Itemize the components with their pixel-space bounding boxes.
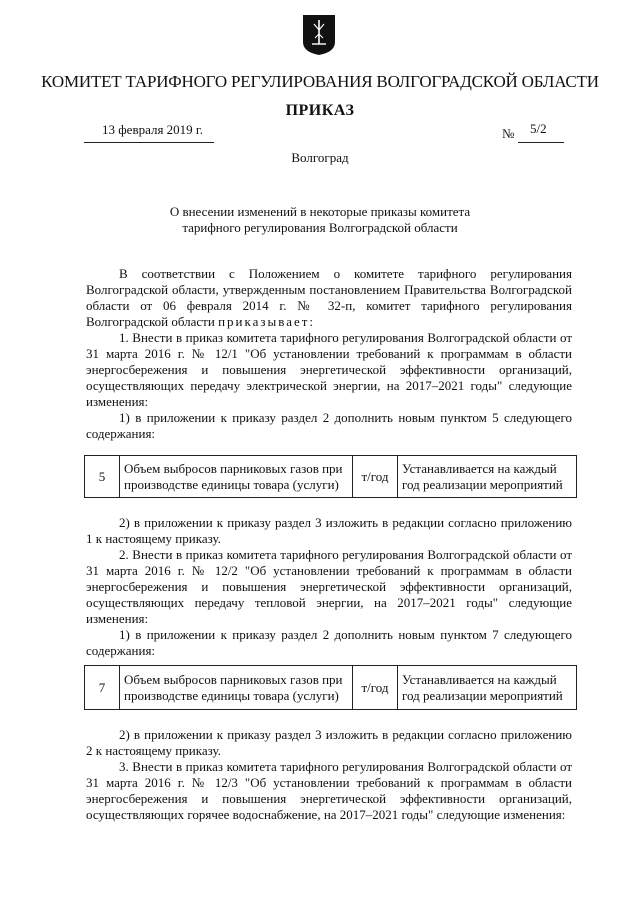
table-row bbox=[85, 666, 577, 710]
preamble-text: В соответствии с Положением о комитете тарифного регулирования Волгоградской области, утвержденным постановлением Правительства Волгоградской области от 06 февраля 2014 г. № 32-п, комитет тарифного регулирования Волгоградской области bbox=[86, 266, 572, 329]
subject-line-2: тарифного регулирования Волгоградской области bbox=[182, 220, 458, 235]
table-cell-name: Объем выбросов парниковых газов при производстве единицы товара (услуги) bbox=[120, 456, 353, 498]
table-cell-number: 7 bbox=[85, 666, 120, 710]
item2-table bbox=[84, 665, 577, 710]
section-preamble-item1 bbox=[86, 266, 572, 442]
item1-table bbox=[84, 455, 577, 498]
coat-of-arms-icon bbox=[302, 14, 336, 56]
city: Волгоград bbox=[291, 150, 349, 165]
item2-subitem2: 2) в приложении к приказу раздел 3 изложить в редакции согласно приложению 2 к настоящему приказу. bbox=[86, 727, 572, 758]
section-item2 bbox=[86, 515, 572, 659]
table-cell-unit: т/год bbox=[353, 456, 398, 498]
item1-paragraph: 1. Внести в приказ комитета тарифного регулирования Волгоградской области от 31 марта 2016 г. № 12/1 "Об установлении требований к программам в области энергосбережения и повышения энергетической эффективности организаций, осуществляющих передачу электрической энергии, на 2017–2021 годы" следующие изменения: bbox=[86, 330, 572, 409]
item2-paragraph: 2. Внести в приказ комитета тарифного регулирования Волгоградской области от 31 марта 2016 г. № 12/2 "Об установлении требований к программам в области энергосбережения и повышения энергетической эффективности организаций, осуществляющих передачу тепловой энергии, на 2017–2021 годы" следующие изменения: bbox=[86, 547, 572, 626]
subject-line-1: О внесении изменений в некоторые приказы комитета bbox=[169, 204, 471, 219]
item2-subitem1: 1) в приложении к приказу раздел 2 дополнить новым пунктом 7 следующего содержания: bbox=[86, 627, 572, 658]
table-cell-note: Устанавливается на каждый год реализации мероприятий bbox=[398, 666, 577, 710]
preamble-verb: приказывает: bbox=[218, 314, 316, 329]
item1-subitem2: 2) в приложении к приказу раздел 3 изложить в редакции согласно приложению 1 к настоящему приказу. bbox=[86, 515, 572, 546]
preamble-paragraph bbox=[86, 266, 572, 330]
table-cell-note: Устанавливается на каждый год реализации мероприятий bbox=[398, 456, 577, 498]
table-row bbox=[85, 456, 577, 498]
document-date: 13 февраля 2019 г. bbox=[102, 122, 204, 137]
organization-title: КОМИТЕТ ТАРИФНОГО РЕГУЛИРОВАНИЯ ВОЛГОГРАДСКОЙ ОБЛАСТИ bbox=[41, 72, 599, 91]
number-underline bbox=[518, 142, 564, 143]
table-cell-name: Объем выбросов парниковых газов при производстве единицы товара (услуги) bbox=[120, 666, 353, 710]
document-type: ПРИКАЗ bbox=[285, 102, 355, 119]
item3-paragraph: 3. Внести в приказ комитета тарифного регулирования Волгоградской области от 31 марта 2016 г. № 12/3 "Об установлении требований к программам в области энергосбережения и повышения энергетической эффективности организаций, осуществляющих горячее водоснабжение, на 2017–2021 годы" следующие изменения: bbox=[86, 759, 572, 822]
item1-subitem1: 1) в приложении к приказу раздел 2 дополнить новым пунктом 5 следующего содержания: bbox=[86, 410, 572, 441]
date-underline bbox=[84, 142, 214, 143]
table-cell-number: 5 bbox=[85, 456, 120, 498]
document-number: 5/2 bbox=[530, 121, 547, 136]
section-item3 bbox=[86, 727, 572, 823]
number-sign: № bbox=[502, 126, 515, 141]
table-cell-unit: т/год bbox=[353, 666, 398, 710]
document-subject bbox=[150, 204, 490, 236]
